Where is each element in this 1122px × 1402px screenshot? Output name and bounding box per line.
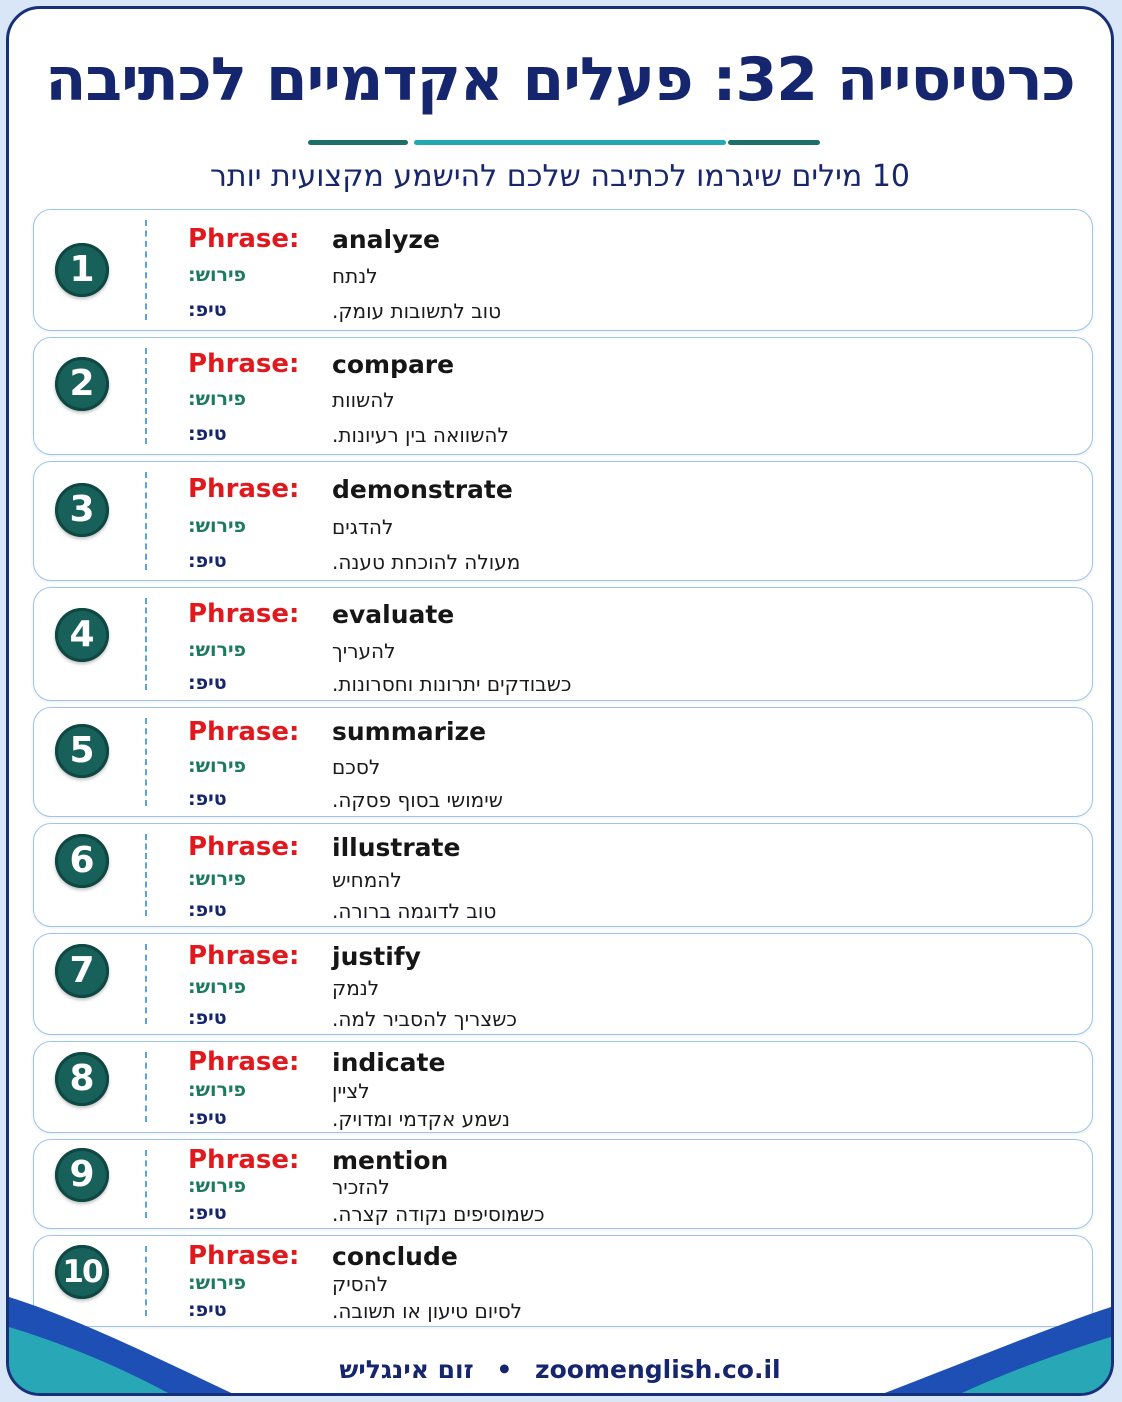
- footer-separator: •: [496, 1355, 513, 1384]
- tip-label: טיפ:: [188, 423, 227, 445]
- meaning-text: להשוות: [332, 388, 395, 412]
- phrase-label: Phrase:: [188, 224, 300, 254]
- tip-text: מעולה להוכחת טענה.: [332, 550, 521, 574]
- card-number-badge: 6: [55, 834, 109, 888]
- tip-text: לסיום טיעון או תשובה.: [332, 1299, 523, 1323]
- phrase-word: illustrate: [332, 833, 461, 862]
- phrase-label: Phrase:: [188, 599, 300, 629]
- tip-text: כשבודקים יתרונות וחסרונות.: [332, 672, 572, 696]
- tip-text: נשמע אקדמי ומדויק.: [332, 1107, 510, 1131]
- tip-label: טיפ:: [188, 1202, 227, 1224]
- meaning-text: לציין: [332, 1079, 370, 1103]
- meaning-label: פירוש:: [188, 1079, 247, 1101]
- tip-text: שימושי בסוף פסקה.: [332, 788, 503, 812]
- tip-text: טוב לתשובות עומק.: [332, 299, 502, 323]
- tip-label: טיפ:: [188, 1007, 227, 1029]
- tip-label: טיפ:: [188, 1107, 227, 1129]
- footer-url[interactable]: zoomenglish.co.il: [535, 1355, 781, 1384]
- meaning-label: פירוש:: [188, 868, 247, 890]
- tip-label: טיפ:: [188, 899, 227, 921]
- footer-brand: זום אינגליש: [339, 1355, 474, 1384]
- meaning-label: פירוש:: [188, 976, 247, 998]
- phrase-word: mention: [332, 1146, 449, 1175]
- card-number-badge: 1: [55, 243, 109, 297]
- meaning-label: פירוש:: [188, 1175, 247, 1197]
- meaning-label: פירוש:: [188, 388, 247, 410]
- phrase-label: Phrase:: [188, 717, 300, 747]
- phrase-label: Phrase:: [188, 1241, 300, 1271]
- card-number-badge: 4: [55, 608, 109, 662]
- phrase-label: Phrase:: [188, 1145, 300, 1175]
- tip-text: טוב לדוגמה ברורה.: [332, 899, 497, 923]
- tip-label: טיפ:: [188, 672, 227, 694]
- page-title: כרטיסייה 32: פעלים אקדמיים לכתיבה: [45, 45, 1075, 115]
- meaning-text: לנתח: [332, 264, 378, 288]
- phrase-label: Phrase:: [188, 1047, 300, 1077]
- meaning-text: להסיק: [332, 1272, 389, 1296]
- tip-label: טיפ:: [188, 299, 227, 321]
- card-number-badge: 7: [55, 944, 109, 998]
- page-subtitle: 10 מילים שיגרמו לכתיבה שלכם להישמע מקצועית יותר: [209, 159, 910, 194]
- phrase-word: demonstrate: [332, 475, 513, 504]
- tip-text: כשמוסיפים נקודה קצרה.: [332, 1202, 545, 1226]
- phrase-word: conclude: [332, 1242, 458, 1271]
- card-number-badge: 5: [55, 724, 109, 778]
- footer-wave-decoration: [9, 9, 1114, 1396]
- meaning-label: פירוש:: [188, 264, 247, 286]
- footer: [9, 1355, 1111, 1384]
- phrase-word: indicate: [332, 1048, 446, 1077]
- tip-label: טיפ:: [188, 1299, 227, 1321]
- meaning-text: לנמק: [332, 976, 380, 1000]
- phrase-word: summarize: [332, 717, 487, 746]
- phrase-word: compare: [332, 350, 455, 379]
- card-number-badge: 10: [55, 1245, 109, 1299]
- phrase-label: Phrase:: [188, 474, 300, 504]
- flashcard-sheet: [6, 6, 1114, 1396]
- phrase-word: justify: [332, 942, 421, 971]
- meaning-text: לסכם: [332, 755, 381, 779]
- meaning-label: פירוש:: [188, 1272, 247, 1294]
- phrase-label: Phrase:: [188, 349, 300, 379]
- phrase-label: Phrase:: [188, 941, 300, 971]
- meaning-text: להדגים: [332, 515, 394, 539]
- phrase-word: analyze: [332, 225, 440, 254]
- tip-text: כשצריך להסביר למה.: [332, 1007, 517, 1031]
- meaning-label: פירוש:: [188, 639, 247, 661]
- card-number-badge: 2: [55, 357, 109, 411]
- meaning-text: להמחיש: [332, 868, 402, 892]
- meaning-text: להעריך: [332, 639, 396, 663]
- tip-label: טיפ:: [188, 788, 227, 810]
- card-number-badge: 3: [55, 483, 109, 537]
- meaning-text: להזכיר: [332, 1175, 390, 1199]
- card-number-badge: 9: [55, 1148, 109, 1202]
- meaning-label: פירוש:: [188, 515, 247, 537]
- phrase-label: Phrase:: [188, 832, 300, 862]
- card-number-badge: 8: [55, 1052, 109, 1106]
- meaning-label: פירוש:: [188, 755, 247, 777]
- phrase-word: evaluate: [332, 600, 455, 629]
- tip-label: טיפ:: [188, 550, 227, 572]
- tip-text: להשוואה בין רעיונות.: [332, 423, 509, 447]
